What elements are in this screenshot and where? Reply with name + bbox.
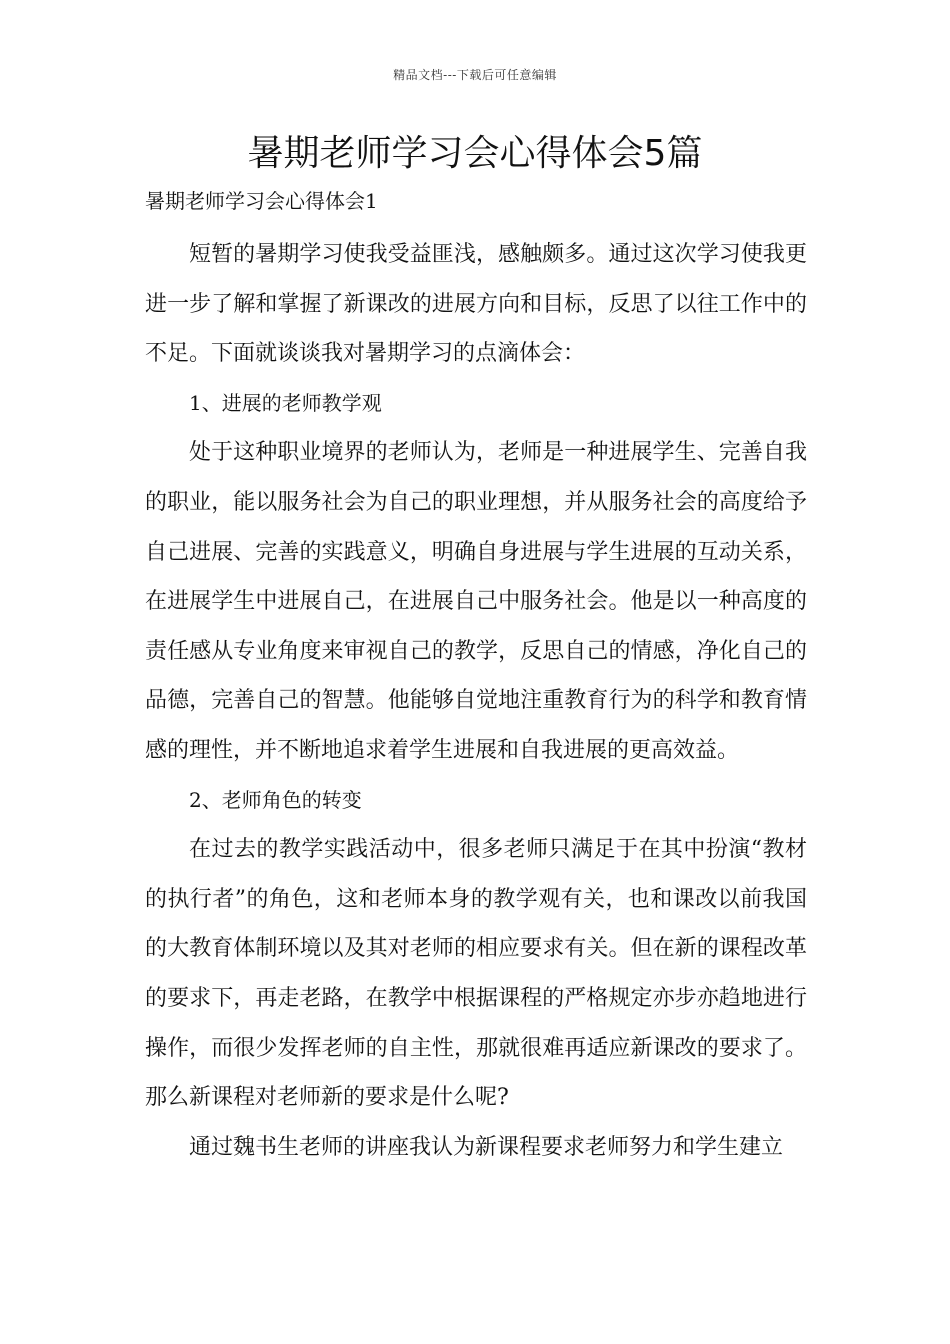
document-body xyxy=(145,230,807,1172)
document-subtitle: 暑期老师学习会心得体会1 xyxy=(145,189,378,213)
paragraph: 在过去的教学实践活动中，很多老师只满足于在其中扮演“教材的执行者”的角色，这和老师本身的教学观有关，也和课改以前我国的大教育体制环境以及其对老师的相应要求有关。但在新的课程改革的要求下，再走老路，在教学中根据课程的严格规定亦步亦趋地进行操作，而很少发挥老师的自主性，那就很难再适应新课改的要求了。那么新课程对老师新的要求是什么呢? xyxy=(145,837,807,1111)
document-title: 暑期老师学习会心得体会5篇 xyxy=(247,133,703,174)
paragraph: 通过魏书生老师的讲座我认为新课程要求老师努力和学生建立 xyxy=(189,1134,784,1160)
section-heading: 2、老师角色的转变 xyxy=(189,787,362,812)
paragraph: 短暂的暑期学习使我受益匪浅，感触颇多。通过这次学习使我更进一步了解和掌握了新课改的进展方向和目标，反思了以往工作中的不足。下面就谈谈我对暑期学习的点滴体会： xyxy=(145,242,807,367)
section-heading: 1、进展的老师教学观 xyxy=(189,390,382,415)
paragraph: 处于这种职业境界的老师认为，老师是一种进展学生、完善自我的职业，能以服务社会为自己的职业理想，并从服务社会的高度给予自己进展、完善的实践意义，明确自身进展与学生进展的互动关系，在进展学生中进展自己，在进展自己中服务社会。他是以一种高度的责任感从专业角度来审视自己的教学，反思自己的情感，净化自己的品德，完善自己的智慧。他能够自觉地注重教育行为的科学和教育情感的理性，并不断地追求着学生进展和自我进展的更高效益。 xyxy=(145,440,807,763)
page-header: 精品文档---下载后可任意编辑 xyxy=(393,68,557,82)
